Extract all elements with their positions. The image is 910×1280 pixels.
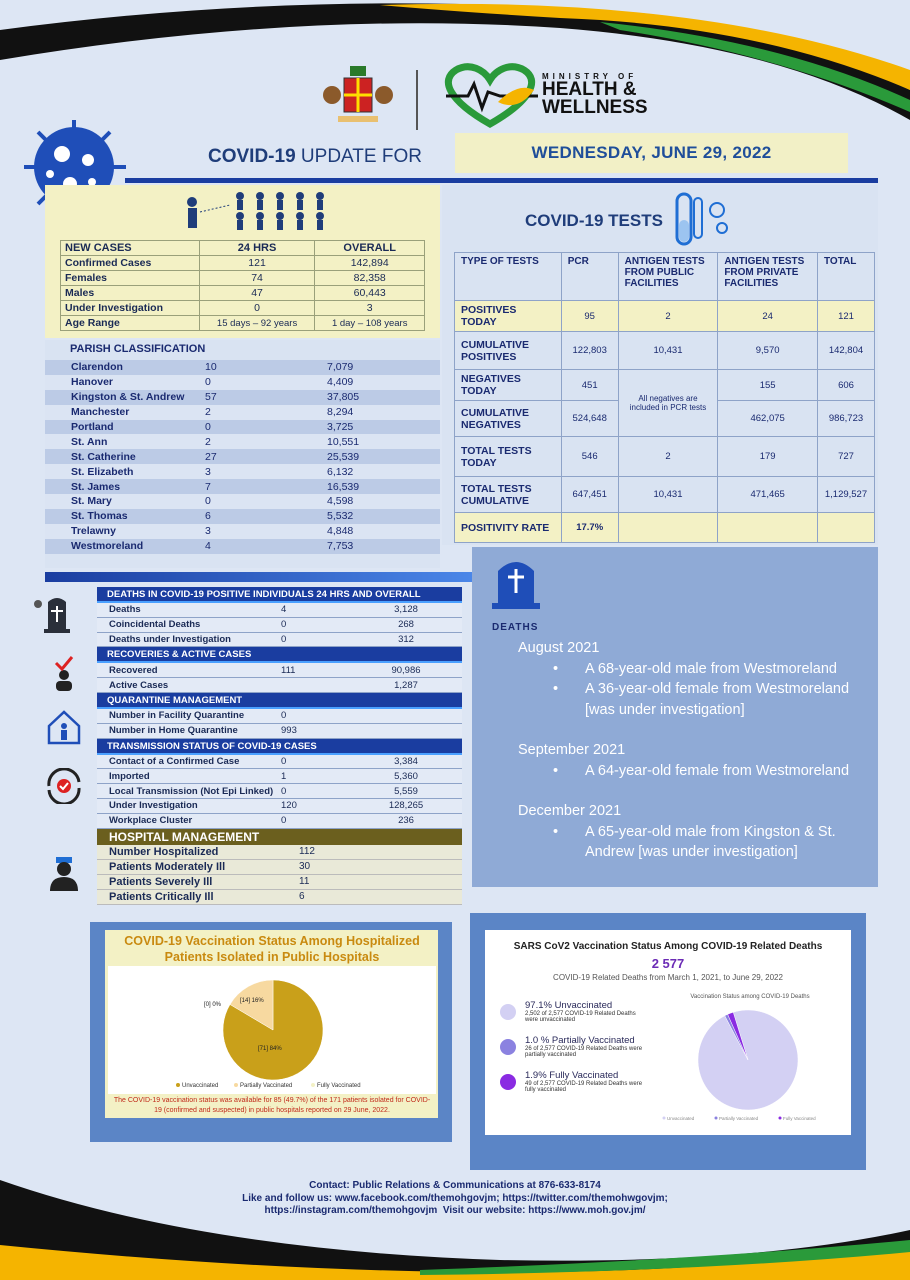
people-spray-icon [180, 190, 340, 235]
row-label: POSITIVITY RATE [455, 513, 562, 543]
hosp-header: HOSPITAL MANAGEMENT [97, 829, 462, 845]
row-label: Age Range [61, 316, 200, 331]
parish-name: Portland [45, 420, 205, 435]
parish-new: 3 [205, 524, 305, 539]
stat-row [97, 603, 462, 618]
deaths-label: DEATHS [492, 622, 539, 633]
parish-row [45, 449, 440, 464]
stat-row [97, 769, 462, 784]
cell: 2 [618, 437, 718, 477]
hosp-a: 112 [299, 846, 315, 858]
hosp-label: Patients Moderately Ill [109, 860, 226, 873]
parish-total: 7,753 [305, 539, 440, 554]
recov-rows [97, 663, 462, 693]
cell: 155 [718, 370, 818, 401]
parish-name: Westmoreland [45, 539, 205, 554]
cell: 142,894 [315, 256, 425, 271]
update-date: WEDNESDAY, JUNE 29, 2022 [455, 133, 848, 173]
hosp-row [97, 860, 462, 875]
hosp-row [97, 875, 462, 890]
parish-new: 4 [205, 539, 305, 554]
col-header: NEW CASES [61, 241, 200, 256]
stat-label: Recovered [109, 664, 158, 676]
parish-table [45, 360, 440, 554]
deaths-header: DEATHS IN COVID-19 POSITIVE INDIVIDUALS 24 HRS AND OVERALL [97, 587, 462, 603]
footer-web [0, 1205, 910, 1218]
stat-row [97, 814, 462, 829]
parish-name: Hanover [45, 375, 205, 390]
moh-wordmark [542, 72, 648, 117]
stat-b: 90,986 [391, 664, 421, 676]
cell: 47 [199, 286, 315, 301]
death-item: • A 65-year-old male from Kingston & St. Andrew [was under investigation] [518, 822, 878, 863]
moh-line3: WELLNESS [542, 97, 648, 118]
stat-b: 268 [398, 619, 414, 631]
parish-name: Clarendon [45, 360, 205, 375]
cell: 121 [817, 301, 874, 332]
death-item: • A 36-year-old female from Westmoreland [was under investigation] [518, 679, 878, 720]
parish-total: 16,539 [305, 479, 440, 494]
cell: 3 [315, 301, 425, 316]
parish-total: 5,532 [305, 509, 440, 524]
col-header: TYPE OF TESTS [455, 253, 562, 301]
cell: 606 [817, 370, 874, 401]
row-label: Under Investigation [61, 301, 200, 316]
cell: 451 [561, 370, 618, 401]
hosp-a: 6 [299, 891, 305, 903]
stat-label: Under Investigation [109, 800, 198, 812]
table-row [455, 437, 875, 477]
vacc-deaths-title: SARS CoV2 Vaccination Status Among COVID-19 Related Deaths [513, 941, 823, 952]
partial-dot [500, 1039, 516, 1055]
row-label: POSITIVES TODAY [455, 301, 562, 332]
stat-label: Imported [109, 770, 150, 782]
parish-new: 0 [205, 494, 305, 509]
cell: 9,570 [718, 332, 818, 370]
cell: 471,465 [718, 477, 818, 513]
legend-swatch [663, 1117, 666, 1120]
cell: 122,803 [561, 332, 618, 370]
cell [618, 513, 718, 543]
cell: 727 [817, 437, 874, 477]
parish-row [45, 434, 440, 449]
parish-row [45, 464, 440, 479]
col-header: ANTIGEN TESTS FROM PRIVATE FACILITIES [718, 253, 818, 301]
parish-new: 7 [205, 479, 305, 494]
legend-label: Fully Vaccinated [317, 1083, 361, 1089]
cell: 2 [618, 301, 718, 332]
stat-b: 5,360 [394, 770, 418, 782]
table-row [455, 370, 875, 401]
parish-new: 3 [205, 464, 305, 479]
vacc-hosp-note: The COVID-19 vaccination status was available for 85 (49.7%) of the 171 patients isolated for COVID-19 (confirmed and suspected) in public hospitals reported on 29 June, 2022. [113, 1097, 431, 1114]
cell [817, 513, 874, 543]
cell: 0 [199, 301, 315, 316]
row-label: Males [61, 286, 200, 301]
parish-total: 4,598 [305, 494, 440, 509]
row-label: TOTAL TESTS TODAY [455, 437, 562, 477]
stat-desc: 2,502 of 2,577 COVID-19 Related Deaths were unvaccinated [525, 1011, 636, 1023]
cell: 546 [561, 437, 618, 477]
stat-label: Local Transmission (Not Epi Linked) [109, 785, 274, 797]
parish-total: 37,805 [305, 390, 440, 405]
parish-name: St. Elizabeth [45, 464, 205, 479]
parish-new: 0 [205, 420, 305, 435]
stat-a: 1 [281, 770, 287, 782]
cell: 15 days – 92 years [199, 316, 315, 331]
stat-row [97, 678, 462, 693]
cell: 82,358 [315, 271, 425, 286]
parish-row [45, 524, 440, 539]
table-row [455, 477, 875, 513]
unvacc-dot [500, 1004, 516, 1020]
month-label: September 2021 [518, 742, 626, 758]
deaths-tombstone-icon [490, 555, 542, 611]
stat-a: 0 [281, 710, 287, 722]
stat-label: Active Cases [109, 679, 169, 691]
parish-row [45, 420, 440, 435]
hosp-a: 11 [299, 876, 310, 888]
stat-label: 1.9% Fully Vaccinated [525, 1070, 619, 1081]
deaths-rows [97, 603, 462, 647]
parish-new: 0 [205, 375, 305, 390]
transmission-icon [43, 768, 85, 804]
parish-total: 10,551 [305, 434, 440, 449]
parish-name: St. Thomas [45, 509, 205, 524]
stat-b: 128,265 [388, 800, 424, 812]
moh-line2: HEALTH & [542, 79, 637, 100]
website-label: Visit our website: [442, 1205, 526, 1216]
parish-new: 6 [205, 509, 305, 524]
tests-title: COVID-19 TESTS [525, 211, 663, 230]
col-header: 24 HRS [199, 241, 315, 256]
legend-label: Partially Vaccinated [240, 1083, 293, 1089]
stat-label: 1.0 % Partially Vaccinated [525, 1035, 635, 1046]
stat-label: Contact of a Confirmed Case [109, 755, 240, 767]
col-header: ANTIGEN TESTS FROM PUBLIC FACILITIES [618, 253, 718, 301]
trans-rows [97, 755, 462, 829]
stat-label: 97.1% Unvaccinated [525, 1000, 613, 1011]
hosp-a: 30 [299, 861, 311, 873]
cell: 1,129,527 [817, 477, 874, 513]
quar-rows [97, 709, 462, 739]
legend-label: Fully Vaccinated [783, 1116, 816, 1121]
parish-new: 10 [205, 360, 305, 375]
hosp-rows [97, 845, 462, 905]
parish-new: 27 [205, 449, 305, 464]
cell: 179 [718, 437, 818, 477]
cell: 142,804 [817, 332, 874, 370]
stat-a: 0 [281, 815, 287, 827]
tombstone-icon [30, 592, 80, 634]
vacc-deaths-subtitle: COVID-19 Related Deaths from March 1, 2021, to June 29, 2022 [553, 973, 783, 982]
parish-name: St. Catherine [45, 449, 205, 464]
stat-row [97, 663, 462, 678]
parish-name: St. Ann [45, 434, 205, 449]
cell: 121 [199, 256, 315, 271]
table-row [61, 316, 425, 331]
vacc-deaths-total: 2 577 [651, 956, 685, 971]
cell [718, 513, 818, 543]
pie-label-unvacc: [71] 84% [258, 1046, 282, 1052]
stat-label: Deaths under Investigation [109, 633, 231, 645]
legend-label: Partially Vaccinated [719, 1116, 759, 1121]
parish-total: 8,294 [305, 405, 440, 420]
footer-contact: Contact: Public Relations & Communications at 876-633-8174 [309, 1180, 601, 1191]
parish-title: PARISH CLASSIFICATION [70, 343, 206, 355]
row-label: CUMULATIVE NEGATIVES [455, 401, 562, 437]
legend-label: Unvaccinated [182, 1083, 219, 1089]
parish-row [45, 360, 440, 375]
vacc-deaths-stats [500, 1000, 650, 1093]
cell: 60,443 [315, 286, 425, 301]
table-row [61, 271, 425, 286]
tests-header-row [455, 253, 875, 301]
parish-new: 2 [205, 434, 305, 449]
parish-name: Trelawny [45, 524, 205, 539]
parish-row [45, 405, 440, 420]
stat-a: 993 [281, 725, 297, 737]
parish-row [45, 539, 440, 554]
parish-total: 3,725 [305, 420, 440, 435]
legend-swatch [176, 1083, 180, 1087]
footer-swoosh [0, 1160, 910, 1280]
section-rule [45, 572, 472, 582]
parish-new: 2 [205, 405, 305, 420]
legend-swatch [779, 1117, 782, 1120]
parish-name: St. Mary [45, 494, 205, 509]
cell: 1 day – 108 years [315, 316, 425, 331]
col-header: TOTAL [817, 253, 874, 301]
doctor-icon [46, 855, 82, 893]
footer [0, 1180, 910, 1218]
stat-a: 111 [281, 664, 296, 676]
coat-of-arms-logo [318, 60, 398, 132]
hosp-label: Number Hospitalized [109, 845, 219, 858]
parish-row [45, 494, 440, 509]
footer-social: Like and follow us: www.facebook.com/themohgovjm; https://twitter.com/themohwgovjm; [242, 1192, 668, 1204]
cell: 17.7% [561, 513, 618, 543]
stat-label: Coincidental Deaths [109, 619, 201, 631]
cell: 74 [199, 271, 315, 286]
cell: 647,451 [561, 477, 618, 513]
logo-divider [416, 70, 418, 130]
parish-row [45, 479, 440, 494]
hosp-row [97, 890, 462, 905]
month-label: December 2021 [518, 803, 622, 819]
stat-partial [500, 1035, 650, 1058]
hosp-row [97, 845, 462, 860]
parish-total: 7,079 [305, 360, 440, 375]
deaths-list [518, 638, 878, 863]
stat-b: 312 [398, 633, 414, 645]
parish-row [45, 509, 440, 524]
stat-b: 3,128 [394, 604, 418, 616]
vacc-hosp-pie [108, 966, 436, 1094]
death-item: • A 68-year-old male from Westmoreland [518, 659, 878, 680]
moh-line1: MINISTRY OF [542, 72, 638, 81]
cell: 95 [561, 301, 618, 332]
row-label: Confirmed Cases [61, 256, 200, 271]
parish-total: 4,848 [305, 524, 440, 539]
month-label: August 2021 [518, 640, 600, 656]
stat-a: 120 [281, 800, 297, 812]
stat-b: 3,384 [394, 755, 418, 767]
stat-desc: 49 of 2,577 COVID-19 Related Deaths were fully vaccinated [525, 1081, 643, 1093]
table-row [61, 301, 425, 316]
parish-name: Manchester [45, 405, 205, 420]
legend-swatch [234, 1083, 238, 1087]
stat-b: 5,559 [394, 785, 418, 797]
col-header: OVERALL [315, 241, 425, 256]
death-item: • A 64-year-old female from Westmoreland [518, 761, 878, 782]
cell: 24 [718, 301, 818, 332]
stat-a: 0 [281, 619, 287, 631]
cell: 462,075 [718, 401, 818, 437]
vacc-deaths-pie [650, 1000, 845, 1130]
full-dot [500, 1074, 516, 1090]
cell: 986,723 [817, 401, 874, 437]
cell: 10,431 [618, 477, 718, 513]
stat-label: Number in Home Quarantine [109, 725, 238, 737]
row-label: CUMULATIVE POSITIVES [455, 332, 562, 370]
table-row [455, 332, 875, 370]
stat-row [97, 784, 462, 799]
row-label: TOTAL TESTS CUMULATIVE [455, 477, 562, 513]
pie-label-full: [0] 0% [204, 1002, 222, 1008]
stat-row [97, 618, 462, 633]
parish-new: 57 [205, 390, 305, 405]
update-title: COVID-19 UPDATE FOR [208, 146, 422, 167]
parish-name: Kingston & St. Andrew [45, 390, 205, 405]
stat-a: 0 [281, 633, 287, 645]
legend-swatch [311, 1083, 315, 1087]
recov-header: RECOVERIES & ACTIVE CASES [97, 647, 462, 663]
tests-table [454, 252, 875, 543]
hosp-label: Patients Critically Ill [109, 890, 214, 903]
stat-a: 4 [281, 604, 287, 616]
website-link[interactable]: https://www.moh.gov.jm/ [528, 1205, 646, 1216]
table-row [61, 286, 425, 301]
pie-label-partial: [14] 16% [240, 998, 264, 1004]
legend-swatch [715, 1117, 718, 1120]
parish-row [45, 390, 440, 405]
stat-desc: 26 of 2,577 COVID-19 Related Deaths were partially vaccinated [525, 1046, 643, 1058]
table-row [61, 256, 425, 271]
stat-row [97, 633, 462, 648]
parish-name: St. James [45, 479, 205, 494]
home-quarantine-icon [46, 709, 82, 745]
vacc-hosp-title: COVID-19 Vaccination Status Among Hospitalized Patients Isolated in Public Hospitals [124, 934, 420, 964]
stat-label: Number in Facility Quarantine [109, 710, 245, 722]
hosp-label: Patients Severely Ill [109, 875, 213, 888]
stat-a: 0 [281, 755, 287, 767]
stat-row [97, 709, 462, 724]
instagram-link[interactable]: https://instagram.com/themohgovjm [264, 1205, 438, 1216]
cell: 524,648 [561, 401, 618, 437]
cell: All negatives are included in PCR tests [618, 370, 718, 437]
new-cases-table [60, 240, 425, 331]
header-rule [125, 178, 878, 183]
parish-total: 25,539 [305, 449, 440, 464]
new-cases-header [61, 241, 425, 256]
stat-label: Deaths [109, 604, 141, 616]
quar-header: QUARANTINE MANAGEMENT [97, 693, 462, 709]
stat-row [97, 799, 462, 814]
stat-full [500, 1070, 650, 1093]
stat-b: 1,287 [394, 679, 418, 691]
cell: 10,431 [618, 332, 718, 370]
stat-unvacc [500, 1000, 650, 1023]
vacc-deaths-chart-title: Vaccination Status among COVID-19 Deaths [690, 994, 810, 1000]
col-header: PCR [561, 253, 618, 301]
table-row [455, 513, 875, 543]
parish-row [45, 375, 440, 390]
stat-b: 236 [398, 815, 414, 827]
heart-logo [438, 62, 543, 130]
parish-total: 6,132 [305, 464, 440, 479]
parish-total: 4,409 [305, 375, 440, 390]
recovery-icon [48, 655, 80, 693]
stat-a: 0 [281, 785, 287, 797]
stat-row [97, 724, 462, 739]
trans-header: TRANSMISSION STATUS OF COVID-19 CASES [97, 739, 462, 755]
test-tube-icon [672, 190, 737, 248]
row-label: NEGATIVES TODAY [455, 370, 562, 401]
stat-row [97, 755, 462, 770]
stat-label: Workplace Cluster [109, 815, 193, 827]
row-label: Females [61, 271, 200, 286]
table-row [455, 301, 875, 332]
legend-label: Unvaccinated [667, 1116, 695, 1121]
stats-table [97, 587, 462, 905]
